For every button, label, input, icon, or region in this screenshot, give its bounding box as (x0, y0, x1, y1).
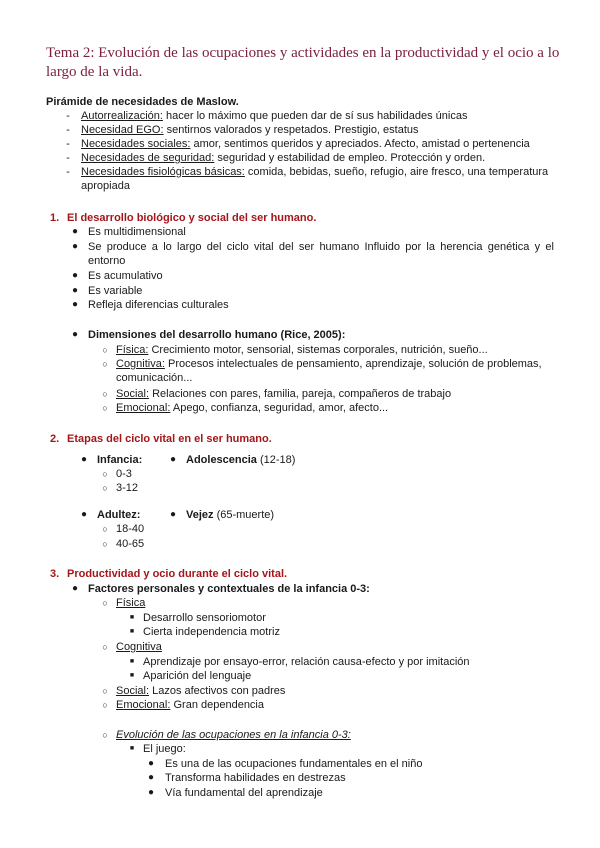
maslow-item: Necesidad EGO: sentirnos valorados y respetados. Prestigio, estatus (81, 124, 419, 136)
circle-marker: ○ (102, 539, 108, 549)
square-marker: ■ (129, 614, 135, 621)
bullet-marker: ● (71, 299, 79, 310)
juego-item: Es una de las ocupaciones fundamentales en el niño (165, 758, 423, 770)
stage-adolescencia: Adolescencia (12-18) (186, 454, 296, 466)
dash-marker: - (66, 138, 70, 150)
juego-label: El juego: (143, 743, 186, 755)
bullet-marker: ● (80, 509, 88, 520)
square-marker: ■ (129, 628, 135, 635)
stage-range: 0-3 (116, 468, 132, 480)
factor-cognitiva: Cognitiva (116, 641, 162, 653)
square-marker: ■ (129, 672, 135, 679)
section-3-number: 3. (50, 568, 60, 580)
dimension-item: Social: Relaciones con pares, familia, pareja, compañeros de trabajo (116, 388, 452, 400)
factor-emocional: Emocional: Gran dependencia (116, 699, 264, 711)
circle-marker: ○ (102, 469, 108, 479)
dimension-item: Emocional: Apego, confianza, seguridad, amor, afecto... (116, 402, 389, 414)
dash-marker: - (66, 166, 70, 178)
circle-marker: ○ (102, 483, 108, 493)
stage-infancia: Infancia: (97, 454, 143, 466)
section-3-heading: Productividad y ocio durante el ciclo vital. (67, 568, 288, 580)
stage-range: 18-40 (116, 523, 145, 535)
circle-marker: ○ (102, 345, 108, 355)
circle-marker: ○ (102, 642, 108, 652)
bullet-marker: ● (71, 329, 79, 340)
dimension-item: Física: Crecimiento motor, sensorial, sistemas corporales, nutrición, sueño... (116, 344, 488, 356)
circle-marker: ○ (102, 403, 108, 413)
stage-range: 40-65 (116, 538, 145, 550)
section-1-bullet: Es multidimensional (88, 226, 186, 238)
dimensions-heading: Dimensiones del desarrollo humano (Rice, 2005): (88, 329, 346, 341)
bullet-marker: ● (71, 226, 79, 237)
circle-marker: ○ (102, 730, 108, 740)
dimension-item: Cognitiva: Procesos intelectuales de pensamiento, aprendizaje, solución de problemas, comunicación... (116, 358, 542, 384)
circle-marker: ○ (102, 598, 108, 608)
section-2-number: 2. (50, 433, 60, 445)
circle-marker: ○ (102, 700, 108, 710)
factor-social: Social: Lazos afectivos con padres (116, 685, 286, 697)
circle-marker: ○ (102, 686, 108, 696)
stage-vejez: Vejez (65-muerte) (186, 509, 275, 521)
section-1-number: 1. (50, 212, 60, 224)
circle-marker: ○ (102, 359, 108, 369)
square-marker: ■ (129, 658, 135, 665)
section-1-bullet: Es variable (88, 285, 143, 297)
circle-marker: ○ (102, 389, 108, 399)
circle-marker: ○ (102, 524, 108, 534)
bullet-marker: ● (80, 454, 88, 465)
section-1-bullet: Se produce a lo largo del ciclo vital del ser humano Influido por la herencia genética y el entorno (88, 241, 554, 267)
dash-marker: - (66, 110, 70, 122)
document-title: Tema 2: Evolución de las ocupaciones y actividades en la productividad y el ocio a lo largo de la vida. (46, 45, 560, 80)
maslow-item: Necesidades sociales: amor, sentimos queridos y apreciados. Afecto, amistad o pertenencia (81, 138, 530, 150)
juego-item: Transforma habilidades en destrezas (165, 772, 346, 784)
dash-marker: - (66, 152, 70, 164)
maslow-item: Necesidades fisiológicas básicas: comida, bebidas, sueño, refugio, aire fresco, una temperatura apropiada (81, 166, 549, 192)
section-1-bullet: Es acumulativo (88, 270, 163, 282)
bullet-marker: ● (71, 583, 79, 594)
factores-heading: Factores personales y contextuales de la infancia 0-3: (88, 583, 370, 595)
bullet-marker: ● (147, 772, 155, 783)
factor-item: Aprendizaje por ensayo-error, relación causa-efecto y por imitación (143, 656, 470, 668)
maslow-heading: Pirámide de necesidades de Maslow. (46, 96, 239, 108)
stage-adultez: Adultez: (97, 509, 141, 521)
factor-item: Cierta independencia motriz (143, 626, 280, 638)
bullet-marker: ● (71, 270, 79, 281)
factor-item: Aparición del lenguaje (143, 670, 252, 682)
factor-item: Desarrollo sensoriomotor (143, 612, 266, 624)
section-1-bullet: Refleja diferencias culturales (88, 299, 229, 311)
section-1-heading: El desarrollo biológico y social del ser humano. (67, 212, 317, 224)
bullet-marker: ● (71, 285, 79, 296)
juego-item: Vía fundamental del aprendizaje (165, 787, 323, 799)
stage-range: 3-12 (116, 482, 139, 494)
evolucion-heading: Evolución de las ocupaciones en la infancia 0-3: (116, 729, 351, 741)
bullet-marker: ● (147, 758, 155, 769)
bullet-marker: ● (71, 241, 79, 252)
bullet-marker: ● (147, 787, 155, 798)
dash-marker: - (66, 124, 70, 136)
square-marker: ■ (129, 745, 135, 752)
maslow-item: Autorrealización: hacer lo máximo que pueden dar de sí sus habilidades únicas (81, 110, 468, 122)
maslow-item: Necesidades de seguridad: seguridad y estabilidad de empleo. Protección y orden. (81, 152, 486, 164)
bullet-marker: ● (169, 454, 177, 465)
bullet-marker: ● (169, 509, 177, 520)
factor-fisica: Física (116, 597, 146, 609)
section-2-heading: Etapas del ciclo vital en el ser humano. (67, 433, 272, 445)
